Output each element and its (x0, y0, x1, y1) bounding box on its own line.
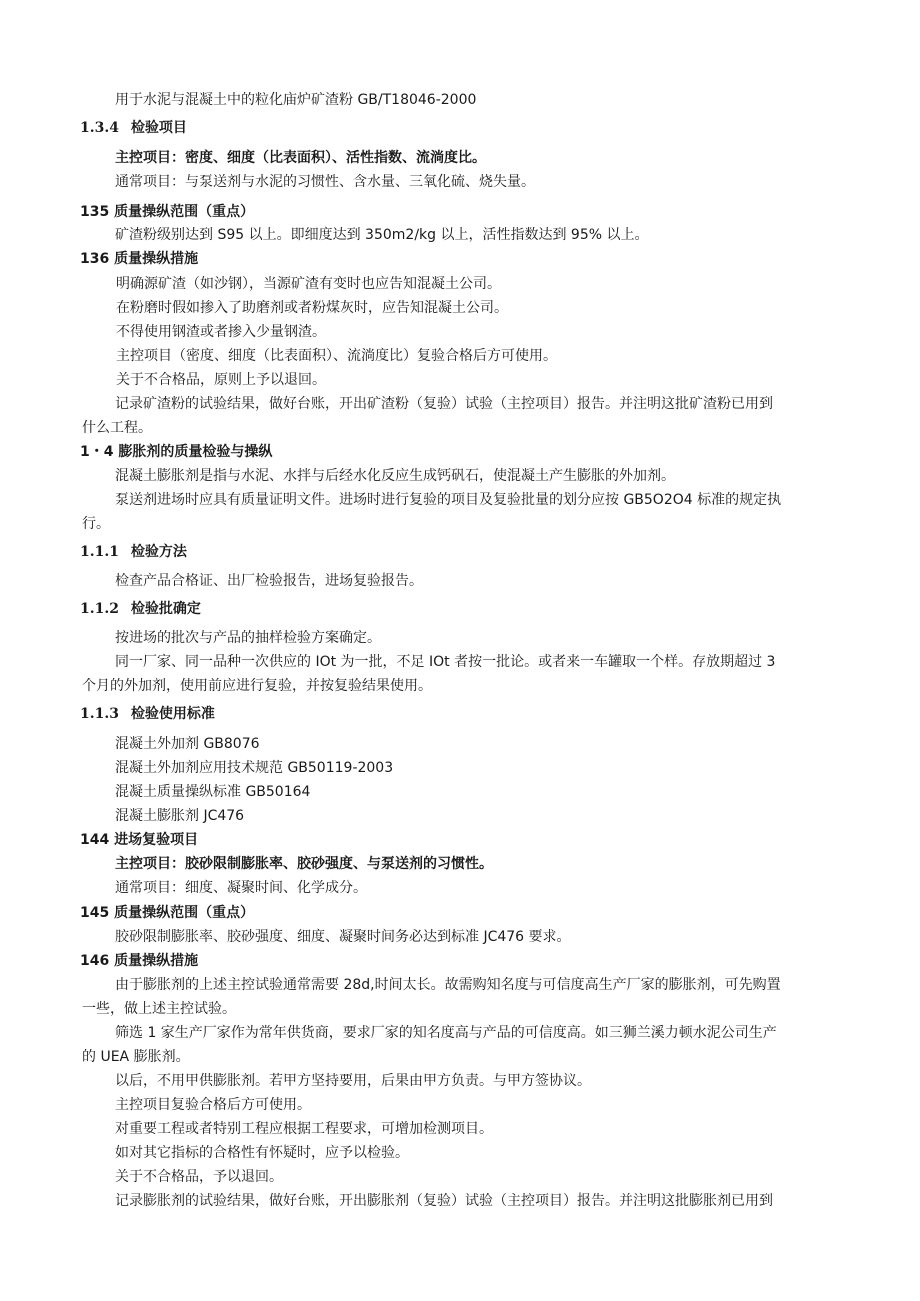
section-heading-1-3-6: 136 质量操纵措施 (80, 251, 199, 267)
paragraph: 如对其它指标的合格性有怀疑时，应予以检验。 (115, 1145, 409, 1161)
paragraph: 主控项目：密度、细度（比表面积）、活性指数、流淌度比。 (115, 150, 486, 166)
section-title: 检验项目 (130, 120, 187, 136)
standard-item: 混凝土外加剂应用技术规范 GB50119-2003 (115, 760, 394, 776)
section-title: 检验使用标准 (130, 706, 215, 722)
section-heading-1-3-5: 135 质量操纵范围（重点） (80, 204, 255, 220)
section-number: 1.1.2 (80, 601, 119, 617)
paragraph: 检查产品合格证、出厂检验报告，进场复验报告。 (115, 573, 423, 589)
paragraph: 明确源矿渣（如沙钢），当源矿渣有变时也应告知混凝土公司。 (116, 276, 501, 292)
paragraph: 以后，不用甲供膨胀剂。若甲方坚持要用，后果由甲方负责。与甲方签协议。 (115, 1073, 591, 1089)
paragraph: 关于不合格品，予以退回。 (115, 1169, 283, 1185)
paragraph: 记录膨胀剂的试验结果，做好台账，开出膨胀剂（复验）试验（主控项目）报告。并注明这批膨胀剂已用到 (115, 1193, 773, 1209)
paragraph: 关于不合格品，原则上予以退回。 (116, 372, 326, 388)
paragraph-continuation: 的 UEA 膨胀剂。 (82, 1049, 190, 1065)
paragraph: 对重要工程或者特别工程应根据工程要求，可增加检测项目。 (115, 1121, 493, 1137)
section-heading-1-3-4 (80, 118, 187, 138)
paragraph: 由于膨胀剂的上述主控试验通常需要 28d,时间太长。故需购知名度与可信度高生产厂家的膨胀剂，可先购置 (115, 977, 781, 993)
paragraph: 主控项目复验合格后方可使用。 (115, 1097, 311, 1113)
paragraph: 主控项目（密度、细度（比表面积）、流淌度比）复验合格后方可使用。 (116, 348, 557, 364)
paragraph: 胶砂限制膨胀率、胶砂强度、细度、凝聚时间务必达到标准 JC476 要求。 (115, 929, 571, 945)
paragraph-continuation: 个月的外加剂，使用前应进行复验，并按复验结果使用。 (82, 678, 432, 694)
paragraph: 用于水泥与混凝土中的粒化庙炉矿渣粉 GB/T18046-2000 (115, 92, 477, 108)
section-heading-1-4-6: 146 质量操纵措施 (80, 953, 199, 969)
paragraph: 主控项目：胶砂限制膨胀率、胶砂强度、与泵送剂的习惯性。 (115, 856, 493, 872)
paragraph: 筛选 1 家生产厂家作为常年供货商，要求厂家的知名度高与产品的可信度高。如三狮兰溪力顿水泥公司生产 (115, 1025, 777, 1041)
section-heading-1-4: 1・4 膨胀剂的质量检验与操纵 (80, 444, 273, 460)
section-heading-1-1-3 (80, 704, 215, 724)
section-number: 1.1.1 (80, 544, 119, 560)
paragraph-continuation: 一些，做上述主控试验。 (82, 1001, 236, 1017)
paragraph: 不得使用钢渣或者掺入少量钢渣。 (116, 324, 326, 340)
paragraph: 泵送剂进场时应具有质量证明文件。进场时进行复验的项目及复验批量的划分应按 GB5O2O4 标准的规定执 (115, 492, 782, 508)
paragraph: 混凝土膨胀剂是指与水泥、水拌与后经水化反应生成钙矾石，使混凝土产生膨胀的外加剂。 (115, 468, 675, 484)
paragraph-continuation: 行。 (82, 516, 110, 532)
paragraph: 在粉磨时假如掺入了助磨剂或者粉煤灰时，应告知混凝土公司。 (116, 300, 508, 316)
paragraph: 记录矿渣粉的试验结果，做好台账，开出矿渣粉（复验）试验（主控项目）报告。并注明这批矿渣粉已用到 (115, 396, 773, 412)
standard-item: 混凝土质量操纵标准 GB50164 (115, 784, 311, 800)
section-heading-1-4-5: 145 质量操纵范围（重点） (80, 905, 255, 921)
paragraph: 矿渣粉级别达到 S95 以上。即细度达到 350m2∕kg 以上，活性指数达到 95% 以上。 (115, 227, 649, 243)
paragraph: 按进场的批次与产品的抽样检验方案确定。 (115, 630, 381, 646)
standard-item: 混凝土外加剂 GB8076 (115, 736, 260, 752)
section-title: 检验方法 (130, 544, 187, 560)
paragraph: 通常项目：与泵送剂与水泥的习惯性、含水量、三氧化硫、烧失量。 (115, 174, 535, 190)
section-number: 1.1.3 (80, 706, 119, 722)
paragraph: 通常项目：细度、凝聚时间、化学成分。 (115, 880, 367, 896)
paragraph-continuation: 什么工程。 (82, 420, 152, 436)
section-heading-1-1-2 (80, 599, 201, 619)
section-heading-1-4-4: 144 进场复验项目 (80, 832, 199, 848)
section-title: 检验批确定 (130, 601, 201, 617)
standard-item: 混凝土膨胀剂 JC476 (115, 808, 245, 824)
paragraph: 同一厂家、同一品种一次供应的 IOt 为一批，不足 IOt 者按一批论。或者来一车罐取一个样。存放期超过 3 (115, 654, 776, 670)
section-heading-1-1-1 (80, 542, 187, 562)
section-number: 1.3.4 (80, 120, 119, 136)
